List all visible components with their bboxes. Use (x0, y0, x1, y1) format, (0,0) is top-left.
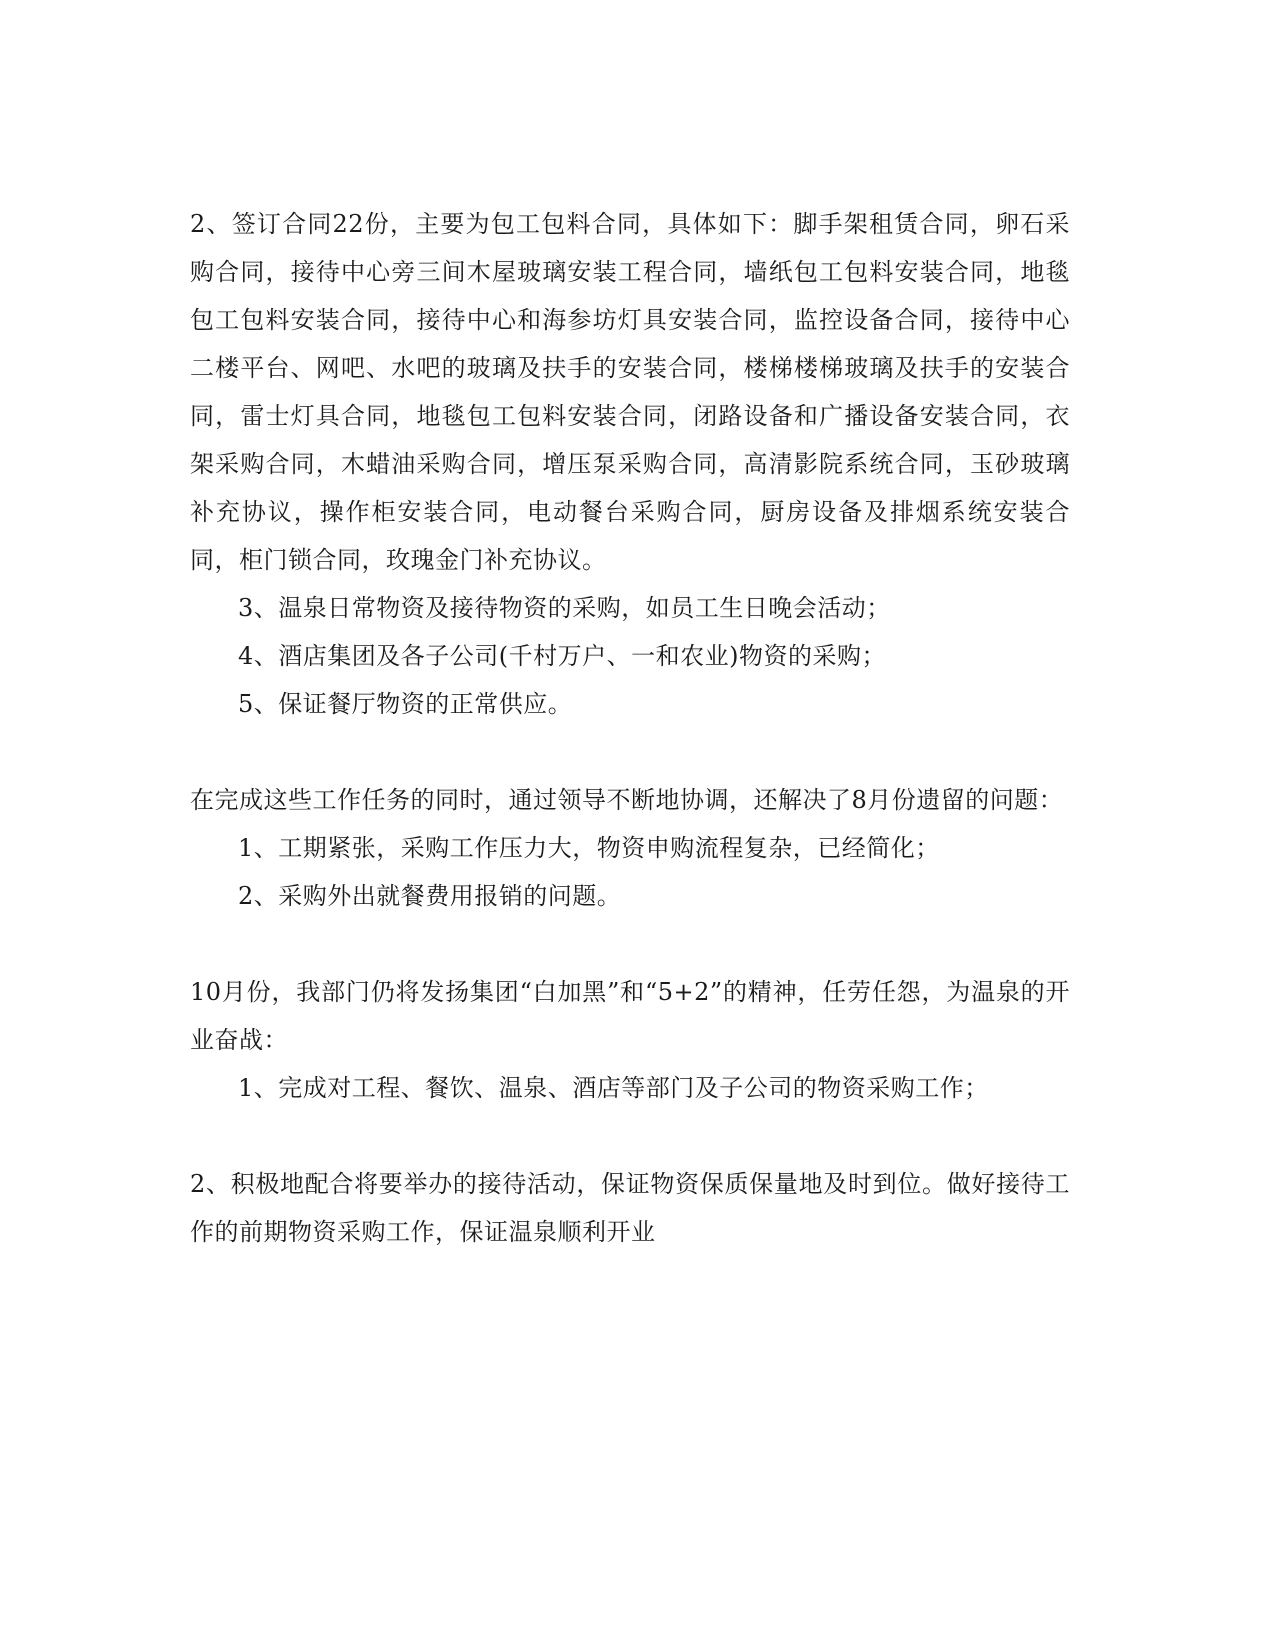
list-item-hot-spring-procurement: 3、温泉日常物资及接待物资的采购，如员工生日晚会活动； (238, 594, 891, 622)
list-item-group-procurement: 4、酒店集团及各子公司(千村万户、一和农业)物资的采购； (238, 642, 886, 670)
document-body (190, 200, 1070, 1256)
reception-support-paragraph: 2、积极地配合将要举办的接待活动，保证物资保质保量地及时到位。做好接待工作的前期物资采购工作，保证温泉顺利开业 (190, 1170, 1070, 1246)
paragraph-spacer (190, 728, 1070, 776)
contracts-paragraph: 2、签订合同22份，主要为包工包料合同，具体如下：脚手架租赁合同，卵石采购合同，接待中心旁三间木屋玻璃安装工程合同，墙纸包工包料安装合同，地毯包工包料安装合同，接待中心和海参坊灯具安装合同，监控设备合同，接待中心二楼平台、网吧、水吧的玻璃及扶手的安装合同，楼梯楼梯玻璃及扶手的安装合同，雷士灯具合同，地毯包工包料安装合同，闭路设备和广播设备安装合同，衣架采购合同，木蜡油采购合同，增压泵采购合同，高清影院系统合同，玉砂玻璃补充协议，操作柜安装合同，电动餐台采购合同，厨房设备及排烟系统安装合同，柜门锁合同，玫瑰金门补充协议。 (190, 210, 1070, 574)
list-item-complete-procurement: 1、完成对工程、餐饮、温泉、酒店等部门及子公司的物资采购工作； (238, 1074, 989, 1102)
paragraph-spacer (190, 920, 1070, 968)
paragraph-spacer (190, 1112, 1070, 1160)
list-item-reimbursement-issue: 2、采购外出就餐费用报销的问题。 (238, 882, 622, 910)
october-plan-intro: 10月份，我部门仍将发扬集团“白加黑”和“5+2”的精神，任劳任怨，为温泉的开业奋战： (190, 978, 1070, 1054)
list-item-restaurant-supply: 5、保证餐厅物资的正常供应。 (238, 690, 573, 718)
resolved-issues-intro: 在完成这些工作任务的同时，通过领导不断地协调，还解决了8月份遗留的问题： (190, 786, 1064, 814)
list-item-schedule-issue: 1、工期紧张，采购工作压力大，物资申购流程复杂，已经简化； (238, 834, 940, 862)
